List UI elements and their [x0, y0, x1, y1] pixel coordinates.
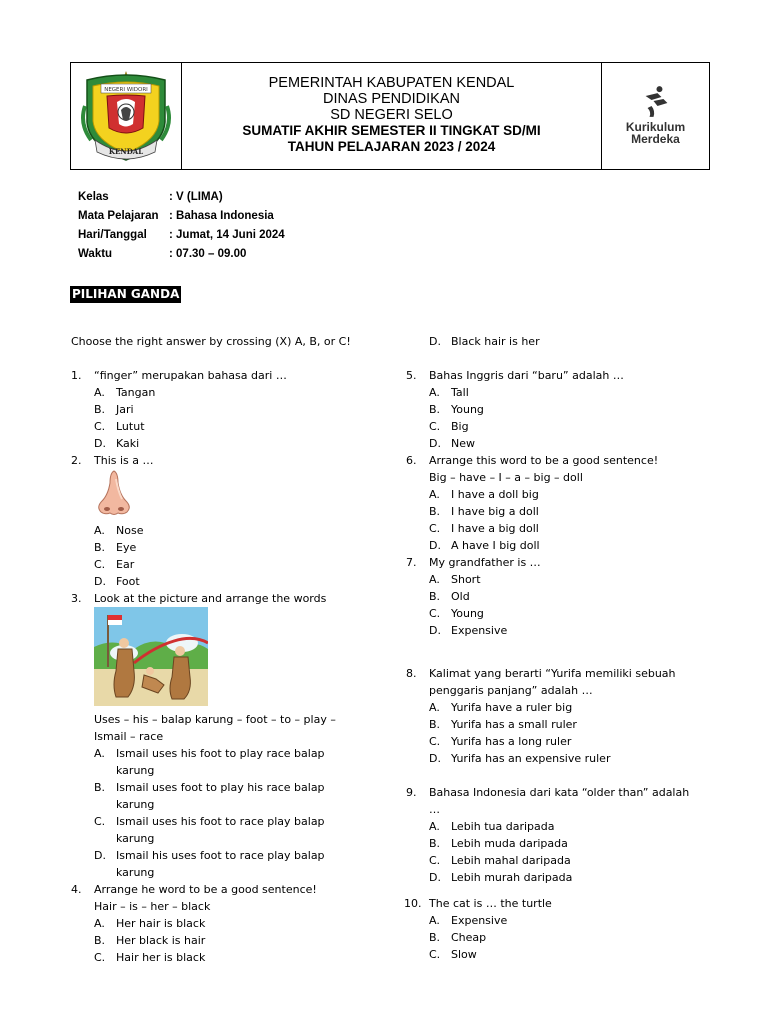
option-text: Cheap	[451, 931, 487, 944]
option-letter: D.	[429, 871, 441, 884]
option-text: Eye	[116, 541, 137, 554]
option-text: Lebih mahal daripada	[451, 854, 571, 867]
curriculum-text-2: Merdeka	[631, 132, 680, 146]
header-department: DINAS PENDIDIKAN	[323, 91, 460, 107]
option-letter: C.	[94, 951, 106, 964]
question-number: 6.	[406, 454, 417, 467]
option-text-continued: karung	[116, 798, 155, 811]
option-letter: D.	[429, 752, 441, 765]
instruction: Choose the right answer by crossing (X) A, B, or C!	[71, 335, 351, 348]
answer-option[interactable]	[406, 869, 706, 886]
option-text: Young	[451, 403, 484, 416]
option-letter: A.	[94, 386, 105, 399]
option-letter: B.	[94, 403, 106, 416]
option-text: Foot	[116, 575, 140, 588]
option-letter: A.	[429, 573, 440, 586]
nose-picture	[94, 469, 134, 517]
answer-option[interactable]	[406, 852, 706, 869]
option-text: Jari	[116, 403, 134, 416]
question-text: Arrange he word to be a good sentence!	[94, 883, 317, 896]
option-text: Big	[451, 420, 469, 433]
question	[406, 452, 706, 469]
spacer	[406, 886, 706, 895]
question-number: 3.	[71, 592, 82, 605]
answer-option[interactable]	[406, 605, 706, 622]
option-letter: D.	[94, 437, 106, 450]
question	[71, 452, 361, 469]
option-text: Her hair is black	[116, 917, 206, 930]
answer-option[interactable]	[71, 745, 361, 779]
answer-option[interactable]	[406, 520, 706, 537]
question-text-continued: …	[429, 803, 440, 816]
question	[406, 895, 706, 912]
option-text: Her black is hair	[116, 934, 206, 947]
kendal-regency-logo	[77, 66, 175, 166]
info-label: Kelas	[78, 191, 109, 203]
answer-option[interactable]	[406, 912, 706, 929]
question-text: My grandfather is …	[429, 556, 541, 569]
answer-option[interactable]	[71, 813, 361, 847]
spacer	[406, 350, 706, 367]
info-value: : V (LIMA)	[169, 191, 223, 203]
option-letter: A.	[429, 914, 440, 927]
answer-option[interactable]	[406, 588, 706, 605]
answer-option[interactable]	[406, 699, 706, 716]
word-list: Hair – is – her – black	[94, 900, 211, 913]
option-letter: D.	[94, 849, 106, 862]
option-text: I have big a doll	[451, 505, 539, 518]
answer-option[interactable]	[71, 932, 361, 949]
answer-option[interactable]	[406, 486, 706, 503]
option-text: Nose	[116, 524, 144, 537]
option-text: Lebih muda daripada	[451, 837, 568, 850]
option-letter: C.	[429, 420, 441, 433]
question	[406, 784, 706, 801]
question-number: 1.	[71, 369, 82, 382]
answer-option[interactable]	[71, 847, 361, 881]
option-text: Ismail uses his foot to race play balap	[116, 815, 325, 828]
answer-option[interactable]	[71, 779, 361, 813]
info-value: : 07.30 – 09.00	[169, 248, 247, 260]
answer-option[interactable]	[406, 537, 706, 554]
option-letter: B.	[94, 934, 106, 947]
question-number: 8.	[406, 667, 417, 680]
questions-right-column	[406, 333, 706, 963]
option-letter: D.	[429, 539, 441, 552]
option-letter: B.	[429, 931, 441, 944]
option-letter: A.	[429, 488, 440, 501]
option-text: Ear	[116, 558, 135, 571]
option-text: Old	[451, 590, 470, 603]
option-text: Yurifa have a ruler big	[451, 701, 573, 714]
option-letter: B.	[429, 505, 441, 518]
option-text: Hair her is black	[116, 951, 206, 964]
answer-option[interactable]	[406, 622, 706, 639]
option-letter: B.	[94, 541, 106, 554]
question-text: Look at the picture and arrange the words	[94, 592, 327, 605]
option-text: Lutut	[116, 420, 145, 433]
option-text: Slow	[451, 948, 477, 961]
question-text: Kalimat yang berarti “Yurifa memiliki sebuah	[429, 667, 676, 680]
option-text: New	[451, 437, 475, 450]
info-label: Waktu	[78, 248, 113, 260]
answer-option[interactable]	[406, 750, 706, 767]
option-text-continued: karung	[116, 866, 155, 879]
spacer	[406, 639, 706, 656]
option-letter: D.	[429, 624, 441, 637]
option-letter: A.	[94, 747, 105, 760]
answer-option[interactable]	[71, 401, 361, 418]
option-text: Young	[451, 607, 484, 620]
question	[71, 590, 361, 607]
option-letter: A.	[429, 386, 440, 399]
option-text: Short	[451, 573, 481, 586]
curriculum-text-1: Kurikulum	[625, 120, 686, 134]
spacer	[406, 767, 706, 784]
question-text: This is a …	[94, 454, 154, 467]
option-letter: C.	[429, 607, 441, 620]
question	[406, 554, 706, 571]
option-letter: C.	[429, 522, 441, 535]
header-titles	[182, 63, 601, 169]
option-text: Lebih murah daripada	[451, 871, 573, 884]
answer-option[interactable]	[406, 333, 706, 350]
answer-option[interactable]	[71, 522, 361, 539]
word-list: Uses – his – balap karung – foot – to – play –	[94, 713, 336, 726]
option-text: Lebih tua daripada	[451, 820, 555, 833]
question-text: “finger” merupakan bahasa dari …	[94, 369, 287, 382]
word-list: Ismail – race	[94, 730, 164, 743]
option-text: Expensive	[451, 624, 508, 637]
option-letter: C.	[429, 948, 441, 961]
spacer	[406, 656, 706, 665]
info-value: : Bahasa Indonesia	[169, 210, 274, 222]
question	[406, 665, 706, 682]
answer-option[interactable]	[406, 929, 706, 946]
option-text: A have I big doll	[451, 539, 540, 552]
kurikulum-merdeka-icon	[602, 85, 709, 119]
document-header	[70, 62, 710, 170]
question-number: 10.	[404, 897, 422, 910]
info-label: Hari/Tanggal	[78, 229, 147, 241]
question-number: 5.	[406, 369, 417, 382]
option-text: Tall	[451, 386, 469, 399]
info-label: Mata Pelajaran	[78, 210, 159, 222]
question-text: Bahas Inggris dari “baru” adalah …	[429, 369, 624, 382]
question	[71, 881, 361, 898]
answer-option[interactable]	[406, 435, 706, 452]
question-text: The cat is … the turtle	[429, 897, 552, 910]
answer-option[interactable]	[71, 949, 361, 966]
svg-text:KENDAL: KENDAL	[108, 147, 144, 156]
option-text: Yurifa has a long ruler	[451, 735, 572, 748]
question-number: 2.	[71, 454, 82, 467]
answer-option[interactable]	[406, 384, 706, 401]
answer-option[interactable]	[406, 503, 706, 520]
kurikulum-merdeka-cell	[601, 63, 709, 169]
answer-option[interactable]	[71, 539, 361, 556]
option-letter: B.	[94, 781, 106, 794]
header-government: PEMERINTAH KABUPATEN KENDAL	[268, 75, 515, 91]
option-text: Kaki	[116, 437, 140, 450]
option-text-continued: karung	[116, 764, 155, 777]
svg-text:NEGERI WIDORI: NEGERI WIDORI	[104, 87, 148, 93]
option-text: Ismail his uses foot to race play balap	[116, 849, 325, 862]
answer-option[interactable]	[71, 435, 361, 452]
option-text: Ismail uses foot to play his race balap	[116, 781, 325, 794]
answer-option[interactable]	[71, 573, 361, 590]
answer-option[interactable]	[406, 946, 706, 963]
option-letter: A.	[429, 820, 440, 833]
option-text: Ismail uses his foot to play race balap	[116, 747, 325, 760]
answer-option[interactable]	[406, 418, 706, 435]
answer-option[interactable]	[406, 401, 706, 418]
question	[406, 367, 706, 384]
option-letter: C.	[94, 558, 106, 571]
option-letter: B.	[429, 718, 441, 731]
answer-option[interactable]	[406, 716, 706, 733]
option-letter: C.	[94, 420, 106, 433]
option-text: Yurifa has an expensive ruler	[451, 752, 611, 765]
option-letter: D.	[94, 575, 106, 588]
question-text: Arrange this word to be a good sentence!	[429, 454, 659, 467]
answer-option[interactable]	[71, 915, 361, 932]
option-letter: B.	[429, 837, 441, 850]
option-letter: B.	[429, 590, 441, 603]
question-text: Bahasa Indonesia dari kata “older than” adalah	[429, 786, 690, 799]
question-text-continued: penggaris panjang” adalah …	[429, 684, 593, 697]
header-school-year: TAHUN PELAJARAN 2023 / 2024	[287, 139, 496, 154]
option-text: Yurifa has a small ruler	[451, 718, 577, 731]
option-letter: A.	[429, 701, 440, 714]
answer-option[interactable]	[406, 818, 706, 835]
option-letter: C.	[429, 854, 441, 867]
option-text: I have a big doll	[451, 522, 539, 535]
option-letter: D.	[429, 335, 441, 348]
word-list: Big – have – I – a – big – doll	[429, 471, 583, 484]
header-exam-title: SUMATIF AKHIR SEMESTER II TINGKAT SD/MI	[242, 123, 541, 138]
section-title: PILIHAN GANDA	[72, 287, 180, 301]
kendal-logo-cell	[71, 63, 182, 169]
option-text: I have a doll big	[451, 488, 539, 501]
answer-option[interactable]	[406, 571, 706, 588]
option-letter: A.	[94, 524, 105, 537]
answer-option[interactable]	[71, 556, 361, 573]
option-letter: B.	[429, 403, 441, 416]
question-number: 7.	[406, 556, 417, 569]
sack-race-picture	[94, 607, 208, 706]
question-number: 4.	[71, 883, 82, 896]
answer-option[interactable]	[406, 835, 706, 852]
option-text: Black hair is her	[451, 335, 540, 348]
option-letter: A.	[94, 917, 105, 930]
answer-option[interactable]	[71, 418, 361, 435]
option-text-continued: karung	[116, 832, 155, 845]
option-text: Tangan	[116, 386, 156, 399]
option-letter: C.	[94, 815, 106, 828]
option-letter: D.	[429, 437, 441, 450]
questions-left-column	[71, 333, 361, 966]
answer-option[interactable]	[406, 733, 706, 750]
option-text: Expensive	[451, 914, 508, 927]
answer-option[interactable]	[71, 384, 361, 401]
question	[71, 367, 361, 384]
header-school: SD NEGERI SELO	[330, 107, 453, 123]
info-value: : Jumat, 14 Juni 2024	[169, 229, 285, 241]
question-number: 9.	[406, 786, 417, 799]
option-letter: C.	[429, 735, 441, 748]
